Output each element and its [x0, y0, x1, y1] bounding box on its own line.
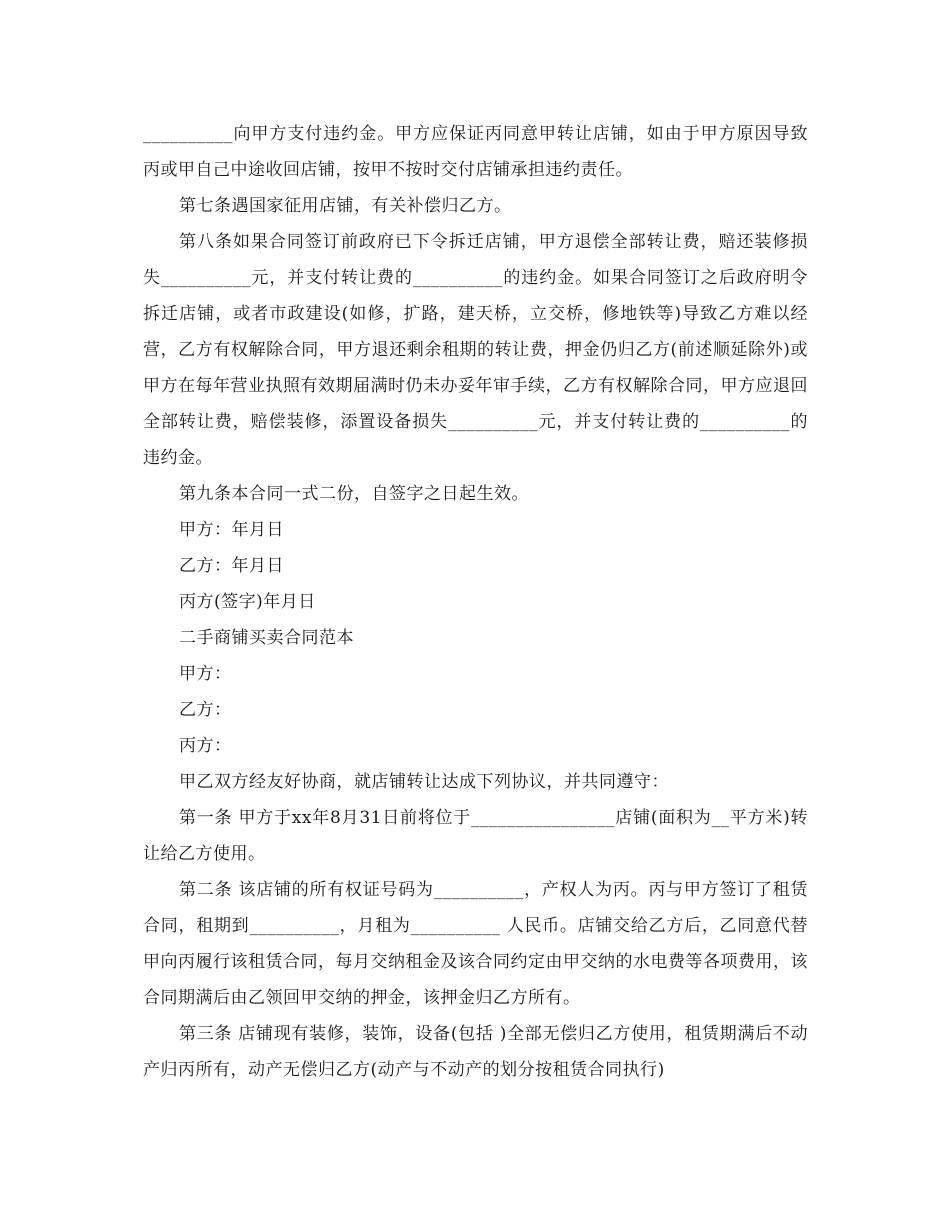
- paragraph-article-7: 第七条遇国家征用店铺，有关补偿归乙方。: [179, 196, 512, 216]
- paragraph-article-2: 第二条 该店铺的所有权证号码为__________，产权人为丙。丙与甲方签订了租赁合同，租期到__________，月租为__________ 人民币。店铺交给乙方后，乙同意代替甲向丙履行该租赁合同，每月交纳租金及该合同约定由甲交纳的水电费等各项费用，该合同期满后由乙领回甲交纳的押金，该押金归乙方所有。: [143, 880, 808, 1008]
- party-a-label: 甲方：: [179, 664, 232, 684]
- paragraph-penalty-continuation: __________向甲方支付违约金。甲方应保证丙同意甲转让店铺，如由于甲方原因导致丙或甲自己中途收回店铺，按甲不按时交付店铺承担违约责任。: [143, 124, 808, 180]
- signature-party-c: 丙方(签字)年月日: [179, 592, 316, 612]
- party-b-label: 乙方：: [179, 700, 232, 720]
- paragraph-article-9: 第九条本合同一式二份，自签字之日起生效。: [179, 484, 529, 504]
- document-page: [143, 116, 808, 1088]
- paragraph-article-3: 第三条 店铺现有装修，装饰，设备(包括 )全部无偿归乙方使用，租赁期满后不动产归丙所有，动产无偿归乙方(动产与不动产的划分按租赁合同执行): [143, 1024, 808, 1080]
- party-c-label: 丙方：: [179, 736, 232, 756]
- section-title: 二手商铺买卖合同范本: [179, 628, 354, 648]
- signature-party-b: 乙方：年月日: [179, 556, 284, 576]
- paragraph-preamble: 甲乙双方经友好协商，就店铺转让达成下列协议，并共同遵守：: [179, 772, 669, 792]
- paragraph-article-8: 第八条如果合同签订前政府已下令拆迁店铺，甲方退偿全部转让费，赔还装修损失__________元，并支付转让费的__________的违约金。如果合同签订之后政府明令拆迁店铺，或者市政建设(如修，扩路，建天桥，立交桥，修地铁等)导致乙方难以经营，乙方有权解除合同，甲方退还剩余租期的转让费，押金仍归乙方(前述顺延除外)或甲方在每年营业执照有效期届满时仍未办妥年审手续，乙方有权解除合同，甲方应退回全部转让费，赔偿装修，添置设备损失__________元，并支付转让费的__________的违约金。: [143, 232, 808, 468]
- signature-party-a: 甲方：年月日: [179, 520, 284, 540]
- paragraph-article-1: 第一条 甲方于xx年8月31日前将位于________________店铺(面积为__平方米)转让给乙方使用。: [143, 808, 808, 864]
